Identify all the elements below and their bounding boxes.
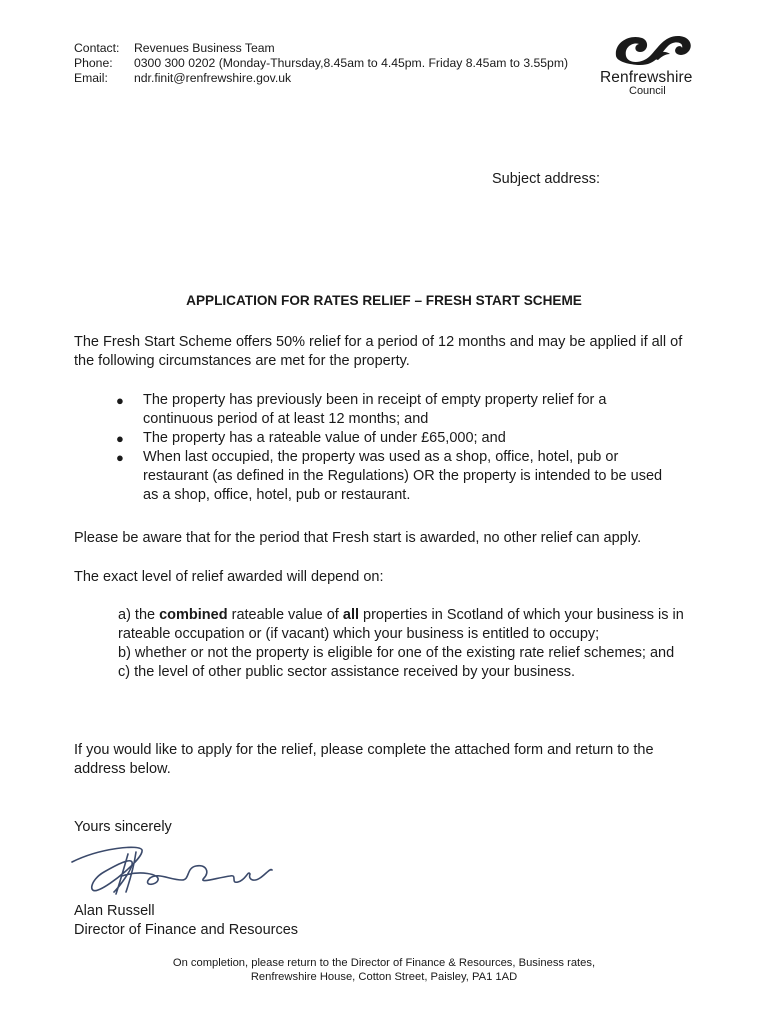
page-title: APPLICATION FOR RATES RELIEF – FRESH START SCHEME [186, 293, 582, 308]
logo-name: Renfrewshire [600, 69, 693, 86]
list-item-text: The property has previously been in receipt of empty property relief for a continuous period of at least 12 months; and [143, 392, 607, 427]
list-item-text: When last occupied, the property was used as a shop, office, hotel, pub or restaurant (as defined in the Regulations) OR the property is intended to be used as a shop, office, hotel, pub or restaurant. [143, 449, 663, 503]
condition-a [118, 606, 708, 644]
signatory-title: Director of Finance and Resources [74, 922, 299, 938]
footer-line: Renfrewshire House, Cotton Street, Paisley, PA1 1AD [250, 971, 518, 983]
contact-value: Revenues Business Team [134, 41, 275, 55]
signature-image [70, 840, 280, 900]
condition-c: c) the level of other public sector assistance received by your business. [118, 664, 575, 680]
email-value: ndr.finit@renfrewshire.gov.uk [134, 71, 292, 85]
condition-a-text: rateable value of [227, 607, 343, 623]
contact-block [74, 41, 568, 86]
conditions-list [118, 606, 708, 682]
emphasis-combined: combined [159, 607, 228, 623]
closing-text: Yours sincerely [74, 819, 172, 835]
phone-label: Phone: [74, 56, 113, 70]
bullet-icon: ● [116, 393, 124, 408]
logo-subtitle: Council [629, 85, 666, 97]
condition-b: b) whether or not the property is eligible for one of the existing rate relief schemes; and [118, 645, 675, 661]
list-item [116, 448, 676, 505]
criteria-list [116, 391, 676, 505]
bullet-icon: ● [116, 450, 124, 465]
notice-paragraph: Please be aware that for the period that Fresh start is awarded, no other relief can apply. [74, 530, 642, 546]
list-item [116, 429, 676, 448]
signatory-block [74, 902, 298, 940]
contact-row [74, 41, 568, 56]
condition-a-text: a) the [118, 607, 160, 623]
signatory-name: Alan Russell [74, 903, 155, 919]
emphasis-all: all [342, 607, 359, 623]
footer-note [74, 956, 694, 984]
list-item-text: The property has a rateable value of under £65,000; and [143, 430, 506, 446]
phone-value: 0300 300 0202 (Monday-Thursday,8.45am to 4.45pm. Friday 8.45am to 3.55pm) [134, 56, 569, 70]
email-label: Email: [74, 71, 108, 85]
subject-address-label: Subject address: [492, 171, 601, 187]
council-emblem-icon [612, 30, 694, 68]
footer-line: On completion, please return to the Director of Finance & Resources, Business rates, [172, 957, 596, 969]
contact-label: Contact: [74, 41, 120, 55]
condition-a-text: properties in Scotland of which your business is in rateable occupation or (if vacant) which your business is entitled to occupy; [118, 607, 684, 642]
council-logo [600, 30, 704, 100]
intro-paragraph: The Fresh Start Scheme offers 50% relief for a period of 12 months and may be applied if all of the following circumstances are met for the property. [74, 334, 683, 369]
bullet-icon: ● [116, 431, 124, 446]
email-row [74, 71, 568, 86]
depend-intro: The exact level of relief awarded will depend on: [74, 569, 384, 585]
phone-row [74, 56, 568, 71]
apply-paragraph: If you would like to apply for the relief, please complete the attached form and return to the address below. [74, 742, 654, 777]
list-item [116, 391, 676, 429]
